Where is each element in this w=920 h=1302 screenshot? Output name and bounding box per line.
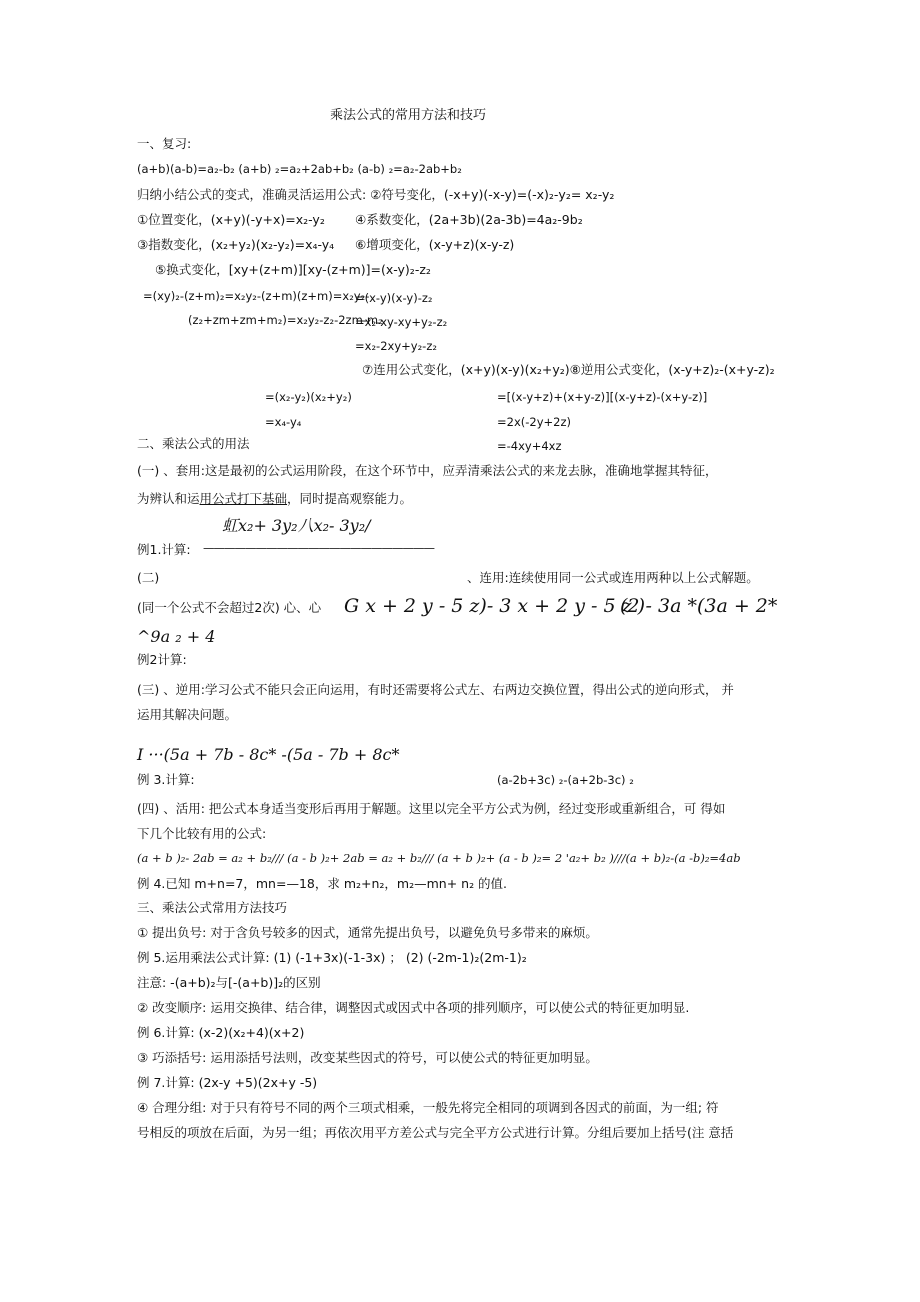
example-7-text: 例 7.计算: (2x-y +5)(2x+y -5) (137, 1075, 318, 1090)
usage-1-text-2: 为辨认和运用公式打下基础，同时提高观察能力。 (137, 491, 413, 506)
technique-2: ② 改变顺序: 运用交换律、结合律，调整因式或因式中各项的排列顺序，可以使公式的特征更加明显. (137, 1000, 690, 1015)
example-2-formula-b: (2 - 3a *(3a + 2* (620, 595, 778, 617)
variant-3: ③指数变化，(x₂+y₂)(x₂-y₂)=x₄-y₄ (137, 237, 335, 252)
example-1-label: 例1.计算: (137, 542, 191, 557)
variant-5: ⑤换式变化，[xy+(z+m)][xy-(z+m)]=(x-y)₂-z₂ (155, 262, 431, 277)
technique-3: ③ 巧添括号: 运用添括号法则，改变某些因式的符号，可以使公式的特征更加明显。 (137, 1050, 598, 1065)
usage-1-text: (一) 、套用:这是最初的公式运用阶段，在这个环节中，应弄清乘法公式的来龙去脉，准确地掌握其特征， (137, 463, 718, 478)
variant-7-step-2: =x₄-y₄ (265, 415, 302, 429)
example-5-text: 例 5.运用乘法公式计算: (1) (-1+3x)(-1-3x) ； (2) (-2m-1)₂(2m-1)₂ (137, 950, 527, 965)
variant-6: ⑥增项变化，(x-y+z)(x-y-z) (355, 237, 515, 252)
example-3-expression: (a-2b+3c) ₂-(a+2b-3c) ₂ (497, 773, 634, 787)
usage-2-text: 、连用:连续使用同一公式或连用两种以上公式解题。 (467, 570, 759, 585)
technique-1: ① 提出负号: 对于含负号较多的因式，通常先提出负号，以避免负号多带来的麻烦。 (137, 925, 598, 940)
example-1-answer-line: —————————————————————— (203, 541, 434, 555)
section-1-heading: 一、复习: (137, 136, 192, 151)
summary-line: 归纳小结公式的变式，准确灵活运用公式: ②符号变化，(-x+y)(-x-y)=(-x)₂-y₂= x₂-y₂ (137, 187, 615, 202)
section-3-heading: 三、乘法公式常用方法技巧 (137, 900, 288, 915)
usage-2-note: (同一个公式不会超过2次) 心、心 (137, 600, 322, 615)
section-2-heading: 二、乘法公式的用法 (137, 436, 250, 451)
usage-4-text: (四) 、活用: 把公式本身适当变形后再用于解题。这里以完全平方公式为例，经过变形或重新组合，可 得如 (137, 801, 726, 816)
variant-8-step-1: =[(x-y+z)+(x+y-z)][(x-y+z)-(x+y-z)] (497, 390, 708, 404)
variant-5-step-3: (z₂+zm+zm+m₂)=x₂y₂-z₂-2zm-m₂ (188, 313, 383, 327)
usage-3-text-2: 运用其解决问题。 (137, 707, 238, 722)
example-3-label: 例 3.计算: (137, 772, 195, 787)
example-3-formula: I ···(5a + 7b - 8c* -(5a - 7b + 8c* (137, 745, 400, 764)
usage-2-label: (二) (137, 570, 160, 585)
technique-4-text-2: 号相反的项放在后面，为另一组；再依次用平方差公式与完全平方公式进行计算。分组后要加上括号(注 意括 (137, 1125, 734, 1140)
example-2-formula-a: G x + 2 y - 5 z)- 3 x + 2 y - 5 z ) (344, 595, 646, 617)
variant-4: ④系数变化，(2a+3b)(2a-3b)=4a₂-9b₂ (355, 212, 583, 227)
example-6-text: 例 6.计算: (x-2)(x₂+4)(x+2) (137, 1025, 305, 1040)
note-text: 注意: -(a+b)₂与[-(a+b)]₂的区别 (137, 975, 321, 990)
variant-5-step-1: =(xy)₂-(z+m)₂=x₂y₂-(z+m)(z+m)=x₂y₂- (143, 289, 370, 303)
variant-8-step-2: =2x(-2y+2z) (497, 415, 571, 429)
example-1-formula: 虹x₂+ 3y₂八x₂- 3y₂/ (222, 516, 371, 535)
usage-4-text-2: 下几个比较有用的公式: (137, 826, 267, 841)
usage-3-text: (三) 、逆用:学习公式不能只会正向运用，有时还需要将公式左、右两边交换位置，得出公式的逆向形式， 并 (137, 682, 734, 697)
variant-8-step-3: =-4xy+4xz (497, 439, 562, 453)
variant-5-step-2: =(x-y)(x-y)-z₂ (355, 291, 433, 305)
example-4-text: 例 4.已知 m+n=7，mn=—18，求 m₂+n₂，m₂—mn+ n₂ 的值. (137, 876, 508, 891)
example-2-formula-c: ^9a ₂ + 4 (137, 627, 216, 646)
review-formulas: (a+b)(a-b)=a₂-b₂ (a+b) ₂=a₂+2ab+b₂ (a-b) ₂=a₂-2ab+b₂ (137, 162, 462, 176)
page-title: 乘法公式的常用方法和技巧 (330, 108, 487, 123)
variant-1: ①位置变化，(x+y)(-y+x)=x₂-y₂ (137, 212, 325, 227)
usage-4-formulas: (a + b )₂- 2ab = a₂ + b₂/// (a - b )₂+ 2ab = a₂ + b₂/// (a + b )₂+ (a - b )₂= 2 'a₂+ b₂ )///(a + b)₂-(a -b)₂=4ab (137, 851, 741, 865)
variant-5-step-5: =x₂-2xy+y₂-z₂ (355, 339, 437, 353)
variant-7-step-1: =(x₂-y₂)(x₂+y₂) (265, 390, 352, 404)
variant-5-step-4: =x₂-xy-xy+y₂-z₂ (355, 315, 448, 329)
example-2-label: 例2计算: (137, 652, 187, 667)
technique-4: ④ 合理分组: 对于只有符号不同的两个三项式相乘，一般先将完全相同的项调到各因式的前面，为一组; 符 (137, 1100, 719, 1115)
variant-7-8: ⑦连用公式变化，(x+y)(x-y)(x₂+y₂)⑧逆用公式变化，(x-y+z)₂-(x+y-z)₂ (362, 362, 775, 377)
